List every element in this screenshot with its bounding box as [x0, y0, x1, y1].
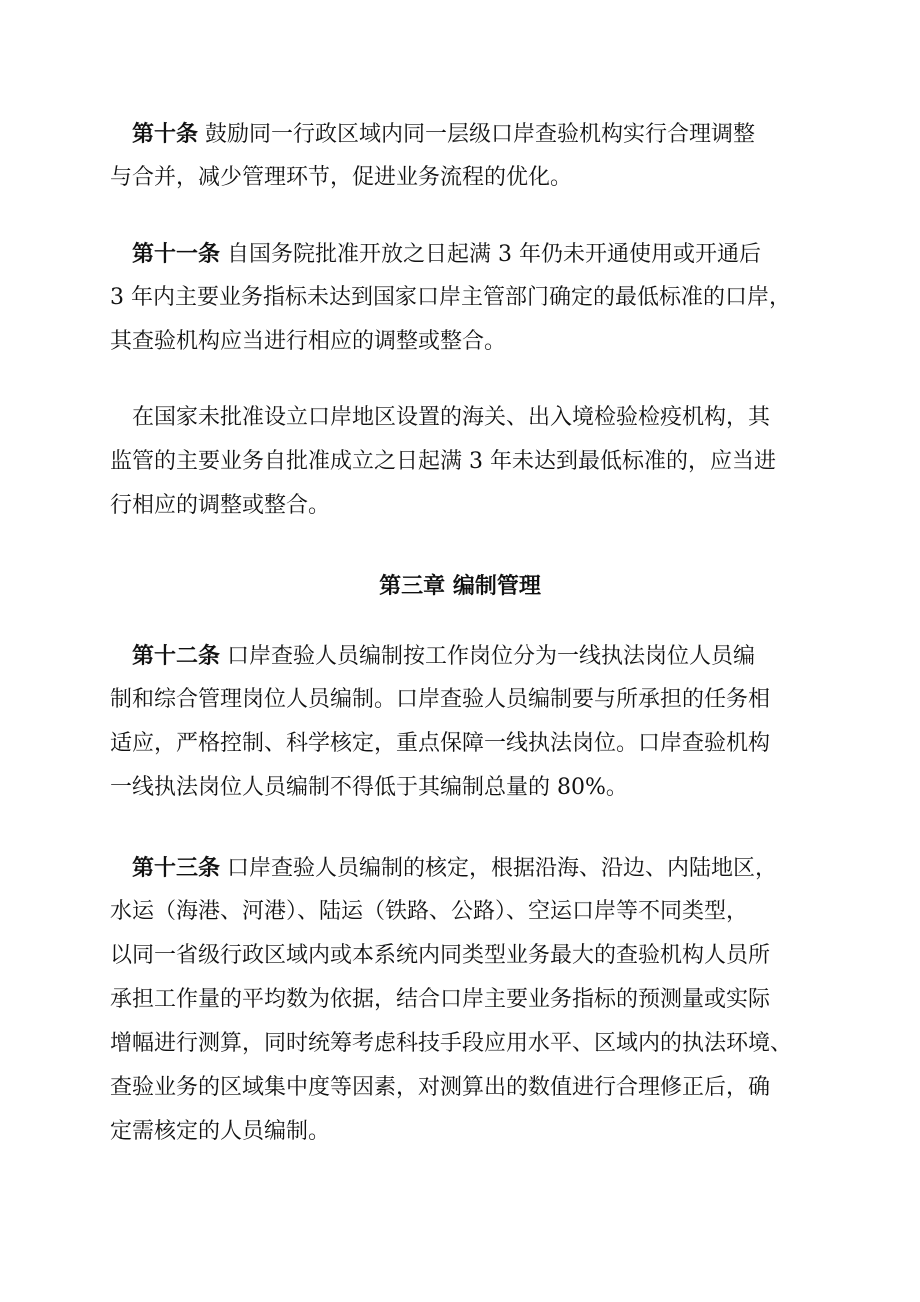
article-12-number: 第十二条 [132, 643, 221, 669]
article-10-text-1: 鼓励同一行政区域内同一层级口岸查验机构实行合理调整 [205, 122, 756, 147]
article-11-paragraph-2 [110, 396, 810, 528]
article-13-text-1: 口岸查验人员编制的核定，根据沿海、沿边、内陆地区， [227, 856, 778, 881]
article-13-line-2: 水运（海港、河港）、陆运（铁路、公路）、空运口岸等不同类型， [110, 899, 749, 924]
article-12-line-3: 适应，严格控制、科学核定，重点保障一线执法岗位。口岸查验机构 [110, 731, 771, 756]
article-11-text-1: 自国务院批准开放之日起满 3 年仍未开通使用或开通后 [227, 242, 762, 267]
article-10-number: 第十条 [132, 121, 199, 147]
article-11-line-2: 3 年内主要业务指标未达到国家口岸主管部门确定的最低标准的口岸， [110, 285, 791, 310]
article-12 [110, 634, 810, 810]
article-10-line-1 [110, 112, 810, 156]
article-11-p2-line-2: 监管的主要业务自批准成立之日起满 3 年未达到最低标准的，应当进 [110, 449, 776, 474]
article-11-number: 第十一条 [132, 241, 221, 267]
article-11-p2-line-1: 在国家未批准设立口岸地区设置的海关、出入境检验检疫机构，其 [132, 405, 771, 430]
article-10-line-2: 与合并，减少管理环节，促进业务流程的优化。 [110, 165, 573, 190]
article-13 [110, 846, 810, 1154]
article-11 [110, 232, 810, 364]
article-12-line-2: 制和综合管理岗位人员编制。口岸查验人员编制要与所承担的任务相 [110, 687, 771, 712]
article-12-text-1: 口岸查验人员编制按工作岗位分为一线执法岗位人员编 [227, 644, 756, 669]
article-13-line-7: 定需核定的人员编制。 [110, 1119, 331, 1144]
article-13-line-3: 以同一省级行政区域内或本系统内同类型业务最大的查验机构人员所 [110, 943, 771, 968]
chapter-3-title: 第三章 编制管理 [379, 573, 541, 599]
article-13-line-1 [110, 846, 810, 890]
article-13-line-4: 承担工作量的平均数为依据，结合口岸主要业务指标的预测量或实际 [110, 987, 771, 1012]
article-13-line-5: 增幅进行测算，同时统筹考虑科技手段应用水平、区域内的执法环境、 [110, 1031, 793, 1056]
article-11-line-1 [110, 232, 810, 276]
article-12-line-4: 一线执法岗位人员编制不得低于其编制总量的 80%。 [110, 775, 628, 800]
article-11-p2-line-3: 行相应的调整或整合。 [110, 493, 331, 518]
article-12-line-1 [110, 634, 810, 678]
article-13-number: 第十三条 [132, 855, 221, 881]
article-10 [110, 112, 810, 200]
article-13-line-6: 查验业务的区域集中度等因素，对测算出的数值进行合理修正后，确 [110, 1075, 771, 1100]
article-11-line-3: 其查验机构应当进行相应的调整或整合。 [110, 329, 507, 354]
